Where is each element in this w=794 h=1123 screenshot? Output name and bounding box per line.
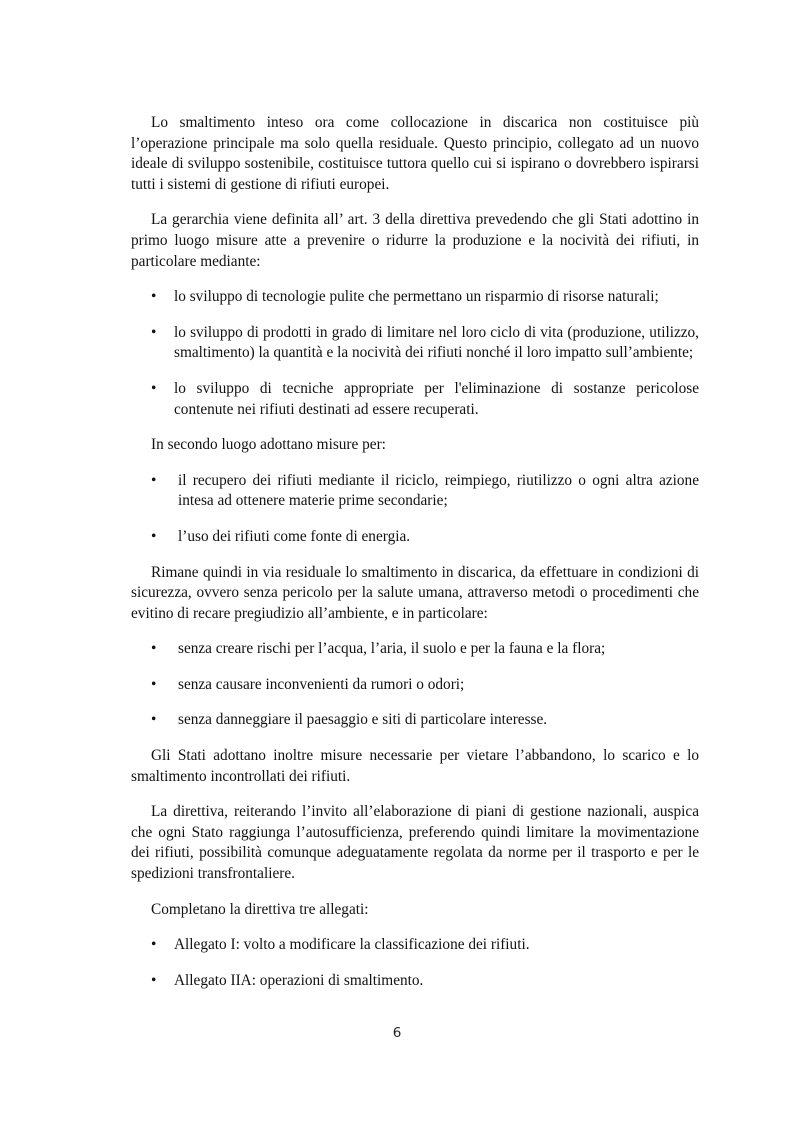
list-prevention xyxy=(131,287,699,420)
list-item xyxy=(131,710,699,731)
bullet-icon: • xyxy=(151,640,157,658)
bullet-icon: • xyxy=(151,323,157,341)
list-item xyxy=(131,287,699,308)
paragraph-disposal-residual: Lo smaltimento inteso ora come collocazione in discarica non costituisce più l’operazione principale ma solo quella residuale. Questo principio, collegato ad un nuovo ideale di sviluppo sostenibile, costituisce tuttora quello cui si ispirano o dovrebbero ispirarsi tutti i sistemi di gestione di rifiuti europei. xyxy=(131,114,699,193)
list-item xyxy=(131,471,699,512)
list-item xyxy=(131,971,699,992)
paragraph-second-measures: In secondo luogo adottano misure per: xyxy=(151,436,386,454)
paragraph-hierarchy: La gerarchia viene definita all’ art. 3 della direttiva prevedendo che gli Stati adottino in primo luogo misure atte a prevenire o ridurre la produzione e la nocività dei rifiuti, in particolare mediante: xyxy=(131,211,699,270)
list-item xyxy=(131,323,699,364)
bullet-icon: • xyxy=(151,288,157,306)
bullet-icon: • xyxy=(151,675,157,693)
bullet-icon: • xyxy=(151,527,157,545)
list-item xyxy=(131,379,699,420)
bullet-icon: • xyxy=(151,971,157,989)
list-item-text: il recupero dei rifiuti mediante il riciclo, reimpiego, riutilizzo o ogni altra azione intesa ad ottenere materie prime secondarie; xyxy=(178,471,699,510)
page-number: 6 xyxy=(392,1025,402,1041)
list-item xyxy=(131,639,699,660)
bullet-icon: • xyxy=(151,711,157,729)
paragraph-landfill: Rimane quindi in via residuale lo smaltimento in discarica, da effettuare in condizioni di sicurezza, ovvero senza pericolo per la salute umana, attraverso metodi o procedimenti che evitino di recare pregiudizio all’ambiente, e in particolare: xyxy=(131,563,699,622)
list-recovery xyxy=(131,471,699,548)
list-item-text: lo sviluppo di tecniche appropriate per l'eliminazione di sostanze pericolose contenute nei rifiuti destinati ad essere recuperati. xyxy=(174,379,699,418)
list-item-text: Allegato I: volto a modificare la classificazione dei rifiuti. xyxy=(174,936,530,954)
list-item-text: Allegato IIA: operazioni di smaltimento. xyxy=(174,971,424,989)
page-body xyxy=(131,113,699,991)
list-annexes xyxy=(131,935,699,991)
list-item xyxy=(131,675,699,696)
bullet-icon: • xyxy=(151,471,157,489)
bullet-icon: • xyxy=(151,379,157,397)
paragraph-abandonment: Gli Stati adottano inoltre misure necessarie per vietare l’abbandono, lo scarico e lo smaltimento incontrollati dei rifiuti. xyxy=(131,747,699,785)
list-item-text: senza causare inconvenienti da rumori o odori; xyxy=(178,675,465,693)
bullet-icon: • xyxy=(151,936,157,954)
list-item-text: lo sviluppo di tecnologie pulite che permettano un risparmio di risorse naturali; xyxy=(174,288,659,306)
paragraph-national-plans: La direttiva, reiterando l’invito all’elaborazione di piani di gestione nazionali, auspica che ogni Stato raggiunga l’autosufficienza, preferendo quindi limitare la movimentazione dei rifiuti, possibilità comunque adeguatamente regolata da norme per il trasporto e per le spedizioni transfrontaliere. xyxy=(131,803,699,883)
list-item xyxy=(131,527,699,548)
list-item-text: senza creare rischi per l’acqua, l’aria, il suolo e per la fauna e la flora; xyxy=(178,640,606,658)
paragraph-annexes-intro: Completano la direttiva tre allegati: xyxy=(151,900,369,918)
list-item-text: senza danneggiare il paesaggio e siti di particolare interesse. xyxy=(178,711,548,729)
list-disposal-conditions xyxy=(131,639,699,731)
list-item-text: lo sviluppo di prodotti in grado di limitare nel loro ciclo di vita (produzione, utilizzo, smaltimento) la quantità e la nocività dei rifiuti nonché il loro impatto sull’ambiente; xyxy=(174,323,699,362)
list-item-text: l’uso dei rifiuti come fonte di energia. xyxy=(178,527,411,545)
list-item xyxy=(131,935,699,956)
